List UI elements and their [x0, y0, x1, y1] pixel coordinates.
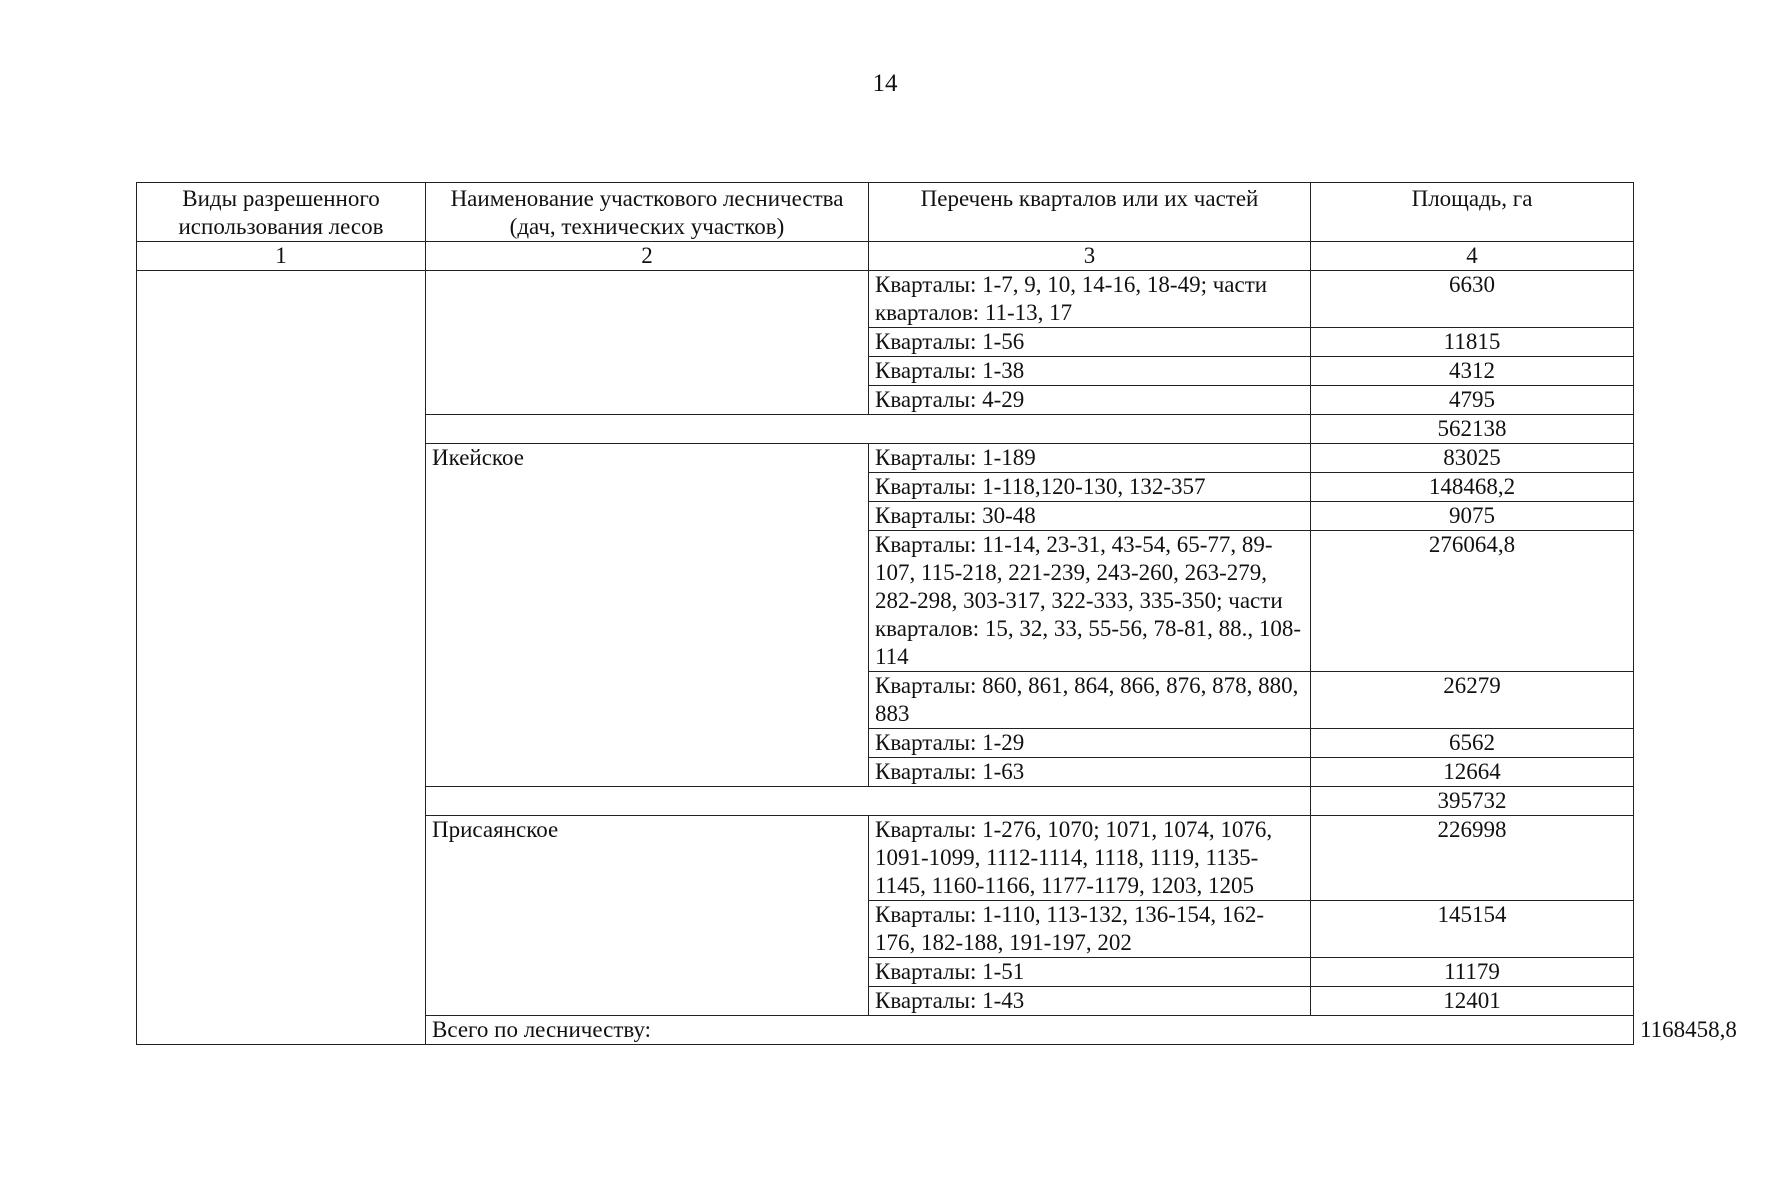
- quarters-cell: Кварталы: 1-38: [869, 357, 1311, 386]
- column-number: 1: [137, 242, 426, 271]
- quarters-cell: Кварталы: 1-29: [869, 729, 1311, 758]
- quarters-cell: Кварталы: 1-118,120-130, 132-357: [869, 473, 1311, 502]
- subtotal-blank-cell: [426, 415, 1311, 444]
- area-cell: 11179: [1311, 958, 1634, 987]
- area-cell: 4795: [1311, 386, 1634, 415]
- header-cell-usage-type: Виды разрешенного использования лесов: [137, 183, 426, 242]
- column-number-row: [137, 242, 1634, 271]
- area-cell: 145154: [1311, 901, 1634, 958]
- area-cell: 226998: [1311, 816, 1634, 901]
- quarters-cell: Кварталы: 1-63: [869, 758, 1311, 787]
- area-cell: 11815: [1311, 328, 1634, 357]
- area-cell: 6562: [1311, 729, 1634, 758]
- quarters-cell: Кварталы: 1-276, 1070; 1071, 1074, 1076, 1091-1099, 1112-1114, 1118, 1119, 1135-1145, 1160-1166, 1177-1179, 1203, 1205: [869, 816, 1311, 901]
- quarters-cell: Кварталы: 1-189: [869, 444, 1311, 473]
- district-name-ikeyskoe: Икейское: [426, 444, 869, 787]
- quarters-cell: Кварталы: 1-51: [869, 958, 1311, 987]
- quarters-cell: Кварталы: 1-43: [869, 987, 1311, 1016]
- subtotal-value: 562138: [1311, 415, 1634, 444]
- quarters-cell: Кварталы: 30-48: [869, 502, 1311, 531]
- area-cell: 9075: [1311, 502, 1634, 531]
- area-cell: 6630: [1311, 271, 1634, 328]
- header-cell-district-name: Наименование участкового лесничества (дач, технических участков): [426, 183, 869, 242]
- area-cell: 26279: [1311, 672, 1634, 729]
- quarters-cell: Кварталы: 1-56: [869, 328, 1311, 357]
- quarters-cell: Кварталы: 860, 861, 864, 866, 876, 878, 880, 883: [869, 672, 1311, 729]
- quarters-cell: Кварталы: 1-7, 9, 10, 14-16, 18-49; части кварталов: 11-13, 17: [869, 271, 1311, 328]
- column-number: 2: [426, 242, 869, 271]
- area-cell: 12664: [1311, 758, 1634, 787]
- forestry-table: [136, 182, 1737, 1045]
- area-cell: 148468,2: [1311, 473, 1634, 502]
- total-row: Всего по лесничеству: 1168458,8: [137, 1016, 1634, 1045]
- subtotal-blank-cell: [426, 787, 1311, 816]
- header-cell-area: Площадь, га: [1311, 183, 1634, 242]
- area-cell: 83025: [1311, 444, 1634, 473]
- page-number: 14: [872, 70, 898, 97]
- header-row: [137, 183, 1634, 242]
- quarters-cell: Кварталы: 1-110, 113-132, 136-154, 162-176, 182-188, 191-197, 202: [869, 901, 1311, 958]
- total-label: Всего по лесничеству:: [426, 1016, 1634, 1045]
- usage-type-cell: [137, 271, 426, 1045]
- header-cell-quarters-list: Перечень кварталов или их частей: [869, 183, 1311, 242]
- quarters-cell: Кварталы: 11-14, 23-31, 43-54, 65-77, 89-107, 115-218, 221-239, 243-260, 263-279, 282-298, 303-317, 322-333, 335-350; части кварталов: 15, 32, 33, 55-56, 78-81, 88., 108-114: [869, 531, 1311, 672]
- table-row: [137, 271, 1634, 328]
- subtotal-value: 395732: [1311, 787, 1634, 816]
- quarters-cell: Кварталы: 4-29: [869, 386, 1311, 415]
- column-number: 4: [1311, 242, 1634, 271]
- area-cell: 276064,8: [1311, 531, 1634, 672]
- column-number: 3: [869, 242, 1311, 271]
- district-name-cell: [426, 271, 869, 415]
- area-cell: 12401: [1311, 987, 1634, 1016]
- district-name-prisayanskoe: Присаянское: [426, 816, 869, 1016]
- area-cell: 4312: [1311, 357, 1634, 386]
